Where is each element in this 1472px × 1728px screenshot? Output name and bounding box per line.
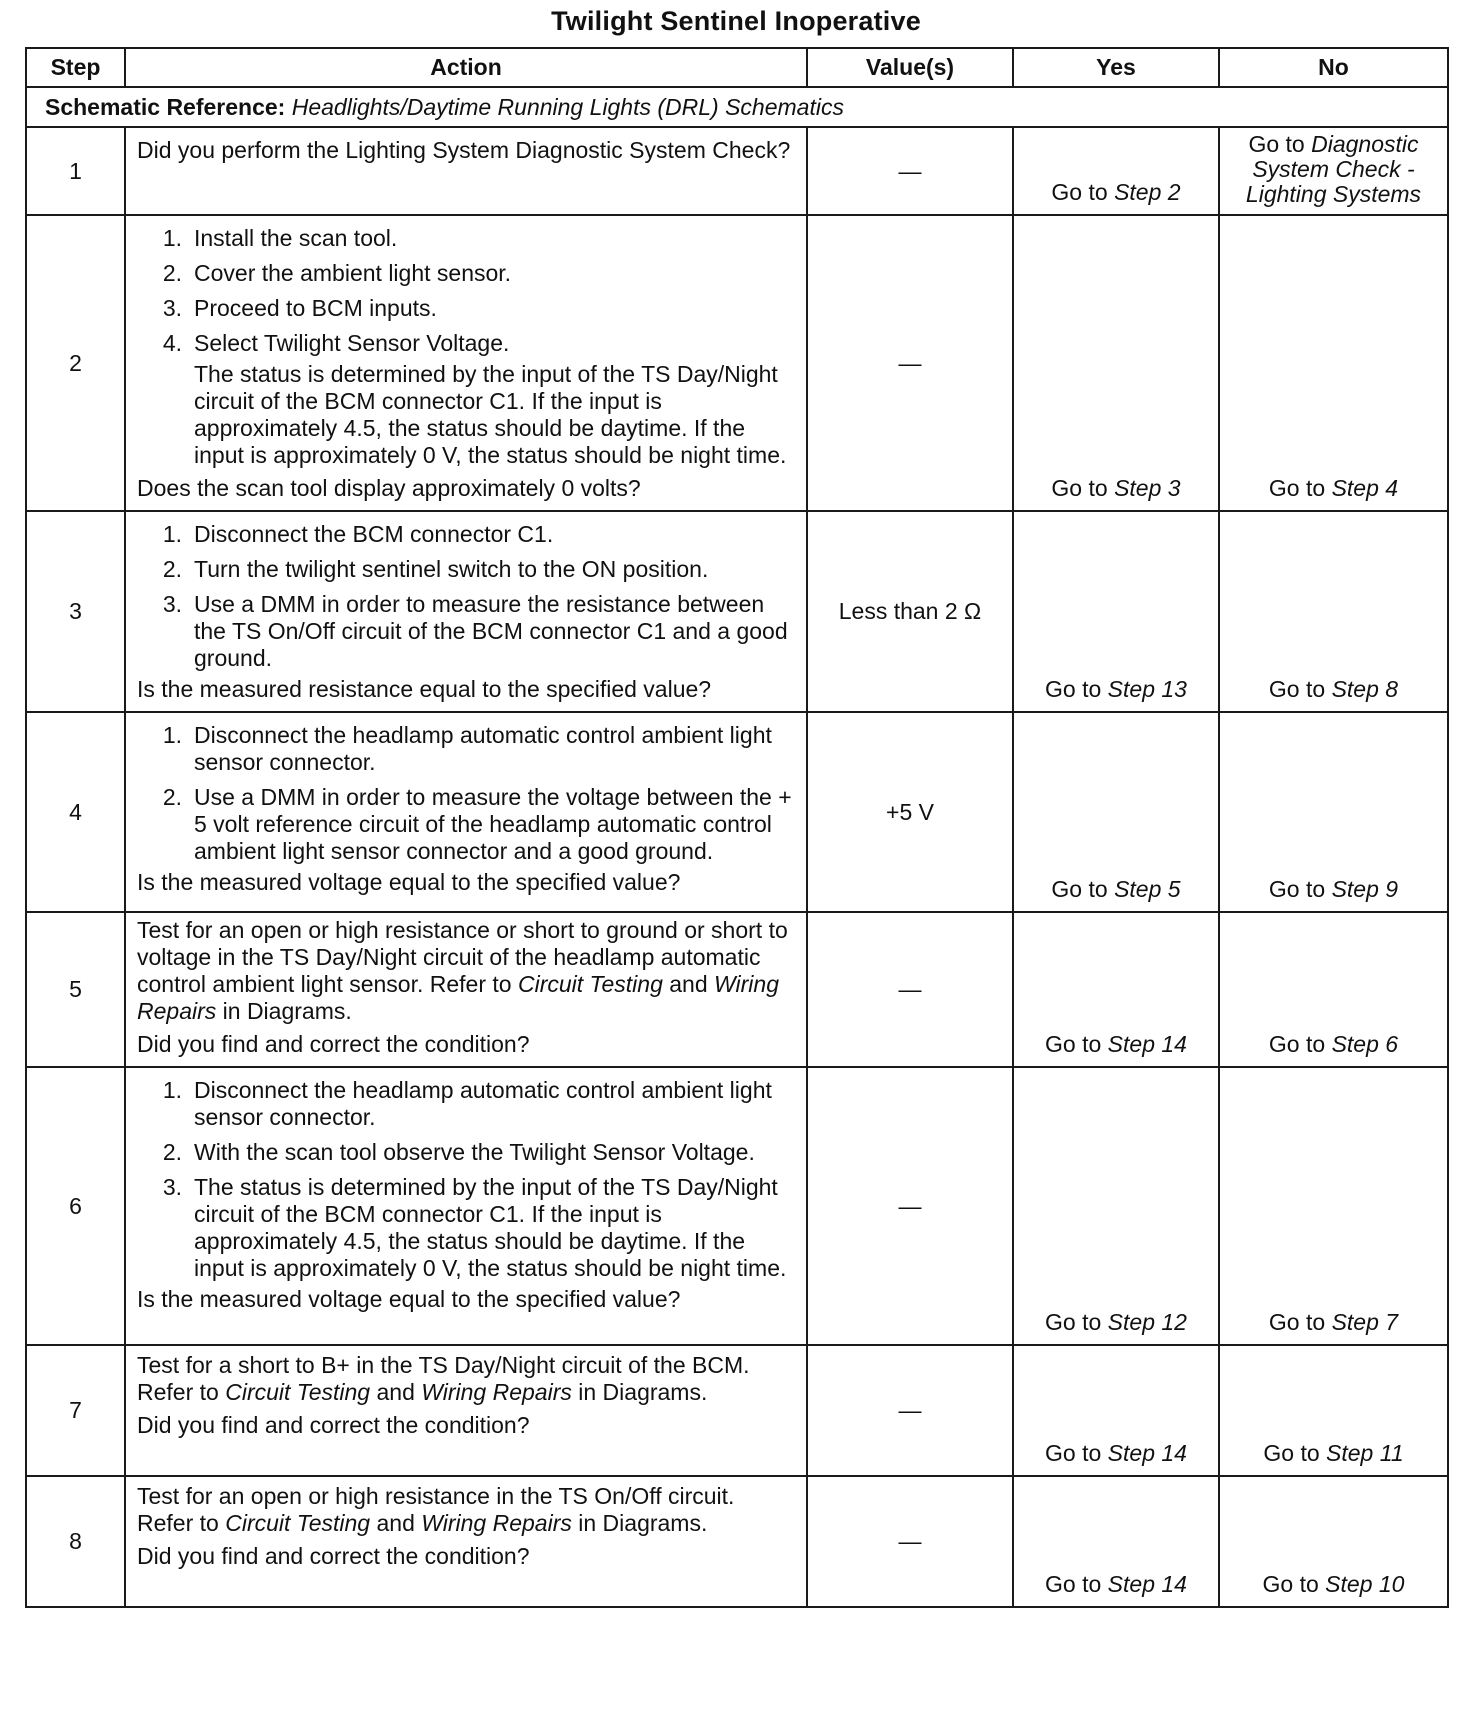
go-to-label: Go to <box>1268 1309 1326 1335</box>
header-row <box>26 48 1448 87</box>
step-number: 6 <box>26 1067 125 1345</box>
table-row <box>26 912 1448 1067</box>
list-item <box>137 295 794 322</box>
action-question: Did you find and correct the condition? <box>137 1412 530 1438</box>
list-item-text: Select Twilight Sensor Voltage. <box>194 330 510 356</box>
go-to-label: Go to <box>1268 1031 1326 1057</box>
no-cell[interactable] <box>1219 1476 1448 1607</box>
step-number: 8 <box>26 1476 125 1607</box>
list-item-text: Install the scan tool. <box>194 225 398 251</box>
list-item <box>137 556 794 583</box>
action-list <box>137 722 794 865</box>
value-cell: — <box>807 127 1013 215</box>
no-cell[interactable] <box>1219 1345 1448 1476</box>
action-question: Is the measured voltage equal to the specified value? <box>137 1286 681 1312</box>
action-text-b: in Diagrams. <box>578 1510 708 1536</box>
step-link[interactable]: Step 13 <box>1107 676 1187 702</box>
list-item-number: 2. <box>162 260 182 286</box>
no-cell[interactable] <box>1219 912 1448 1067</box>
list-item-number: 1. <box>162 225 182 251</box>
step-number: 3 <box>26 511 125 712</box>
table-row <box>26 1476 1448 1607</box>
list-item <box>137 1174 794 1282</box>
action-cell <box>125 912 807 1067</box>
action-text: Did you perform the Lighting System Diagnostic System Check? <box>137 137 791 163</box>
go-to-label: Go to <box>1051 475 1108 501</box>
list-item <box>137 260 794 287</box>
circuit-testing-link[interactable]: Circuit Testing <box>225 1510 371 1536</box>
no-cell[interactable] <box>1219 215 1448 511</box>
schematic-reference-link[interactable]: Headlights/Daytime Running Lights (DRL) Schematics <box>291 93 844 120</box>
action-question: Does the scan tool display approximately 0 volts? <box>137 475 641 501</box>
step-number: 7 <box>26 1345 125 1476</box>
action-cell <box>125 511 807 712</box>
list-item-text: Disconnect the headlamp automatic control ambient light sensor connector. <box>194 722 772 775</box>
step-link[interactable]: Step 14 <box>1107 1031 1187 1057</box>
list-item-number: 3. <box>162 1174 182 1200</box>
list-item-number: 1. <box>162 722 182 748</box>
step-link[interactable]: Step 14 <box>1107 1440 1187 1466</box>
list-item <box>137 1077 794 1131</box>
and-text: and <box>376 1510 415 1536</box>
action-text <box>137 1483 794 1537</box>
step-link[interactable]: Step 9 <box>1331 876 1399 902</box>
step-link[interactable]: Step 14 <box>1107 1571 1187 1597</box>
list-item <box>137 784 794 865</box>
list-item-number: 2. <box>162 1139 182 1165</box>
header-no: No <box>1219 48 1448 87</box>
action-list <box>137 521 794 672</box>
step-link[interactable]: Step 2 <box>1114 179 1181 205</box>
page-title: Twilight Sentinel Inoperative <box>551 6 921 36</box>
yes-cell[interactable] <box>1013 1345 1219 1476</box>
value-cell: — <box>807 1067 1013 1345</box>
action-text-a: Test for a short to B+ in the TS Day/Night circuit of the BCM. Refer to <box>137 1352 750 1405</box>
action-cell <box>125 712 807 912</box>
table-row <box>26 1345 1448 1476</box>
header-yes: Yes <box>1013 48 1219 87</box>
list-item-number: 2. <box>162 556 182 582</box>
step-link[interactable]: Step 4 <box>1331 475 1399 501</box>
go-to-label: Go to <box>1268 676 1326 702</box>
step-number: 1 <box>26 127 125 215</box>
go-to-label: Go to <box>1045 1309 1102 1335</box>
action-text-b: in Diagrams. <box>578 1379 708 1405</box>
action-question: Did you find and correct the condition? <box>137 1543 530 1569</box>
go-to-label: Go to <box>1268 876 1326 902</box>
go-to-label: Go to <box>1045 1571 1102 1597</box>
wiring-repairs-link[interactable]: Wiring Repairs <box>421 1379 572 1405</box>
value-cell: +5 V <box>807 712 1013 912</box>
no-cell[interactable] <box>1219 511 1448 712</box>
list-item-number: 1. <box>162 521 182 547</box>
action-text-a: Test for an open or high resistance in the TS On/Off circuit. Refer to <box>137 1483 735 1536</box>
diagnostic-table <box>25 47 1449 1608</box>
list-item-text: Use a DMM in order to measure the resistance between the TS On/Off circuit of the BCM connector C1 and a good ground. <box>194 591 788 671</box>
list-item <box>137 722 794 776</box>
value-cell: Less than 2 Ω <box>807 511 1013 712</box>
value-cell: — <box>807 912 1013 1067</box>
list-item-text: Use a DMM in order to measure the voltage between the + 5 volt reference circuit of the headlamp automatic control ambient light sensor connector and a good ground. <box>194 784 792 864</box>
step-link[interactable]: Step 8 <box>1331 676 1399 702</box>
action-question: Did you find and correct the condition? <box>137 1031 530 1057</box>
action-text <box>137 917 794 1025</box>
value-cell: — <box>807 1345 1013 1476</box>
list-item-number: 4. <box>162 330 182 356</box>
action-list <box>137 1077 794 1282</box>
action-cell <box>125 127 807 215</box>
list-item-text: Cover the ambient light sensor. <box>194 260 512 286</box>
step-link[interactable]: Step 6 <box>1331 1031 1399 1057</box>
list-item <box>137 225 794 252</box>
yes-cell[interactable] <box>1013 127 1219 215</box>
list-item-text: The status is determined by the input of the TS Day/Night circuit of the BCM connector C1. If the input is approximately 4.5, the status should be daytime. If the input is approximately 0 V, the status should be night time. <box>194 1174 787 1281</box>
step-link[interactable]: Step 7 <box>1331 1309 1399 1335</box>
step-number: 2 <box>26 215 125 511</box>
list-item-text: Turn the twilight sentinel switch to the ON position. <box>194 556 709 582</box>
and-text: and <box>669 971 708 997</box>
action-text-b: in Diagrams. <box>222 998 352 1024</box>
list-item-text: With the scan tool observe the Twilight Sensor Voltage. <box>194 1139 755 1165</box>
header-action: Action <box>125 48 807 87</box>
schematic-reference-label: Schematic Reference: <box>45 93 286 120</box>
list-item-number: 3. <box>162 295 182 321</box>
list-item <box>137 521 794 548</box>
yes-cell[interactable] <box>1013 1067 1219 1345</box>
no-cell[interactable] <box>1219 712 1448 912</box>
step-link[interactable]: Step 5 <box>1114 876 1181 902</box>
step-number: 4 <box>26 712 125 912</box>
list-item-number: 1. <box>162 1077 182 1103</box>
action-text-a: Test for an open or high resistance or short to ground or short to voltage in the TS Day/Night circuit of the headlamp automatic control ambient light sensor. Refer to <box>137 917 788 997</box>
go-to-label: Go to <box>1262 1571 1319 1597</box>
yes-cell[interactable] <box>1013 1476 1219 1607</box>
table-row <box>26 215 1448 511</box>
list-item-number: 3. <box>162 591 182 617</box>
status-note: The status is determined by the input of the TS Day/Night circuit of the BCM connector C1. If the input is approximately 4.5, the status should be daytime. If the input is approximately 0 V, the status should be night time. <box>194 361 787 468</box>
step-link[interactable]: Step 12 <box>1107 1309 1187 1335</box>
list-item <box>137 330 794 357</box>
go-to-label: Go to <box>1045 1440 1102 1466</box>
schematic-reference <box>26 87 1448 127</box>
table-row <box>26 712 1448 912</box>
no-cell[interactable] <box>1219 1067 1448 1345</box>
diagnostic-system-check-link[interactable]: Diagnostic System Check - Lighting Systems <box>1245 131 1422 207</box>
step-link[interactable]: Step 10 <box>1325 1571 1405 1597</box>
circuit-testing-link[interactable]: Circuit Testing <box>517 971 663 997</box>
no-cell[interactable] <box>1219 127 1448 215</box>
action-cell <box>125 1345 807 1476</box>
list-item-text: Proceed to BCM inputs. <box>194 295 437 321</box>
action-cell <box>125 1476 807 1607</box>
and-text: and <box>376 1379 415 1405</box>
table-row <box>26 127 1448 215</box>
go-to-label: Go to <box>1051 876 1108 902</box>
action-text <box>137 1352 794 1406</box>
go-to-label: Go to <box>1045 1031 1102 1057</box>
table-row <box>26 1067 1448 1345</box>
action-question: Is the measured voltage equal to the specified value? <box>137 869 681 895</box>
yes-cell[interactable] <box>1013 912 1219 1067</box>
header-values: Value(s) <box>807 48 1013 87</box>
step-link[interactable]: Step 3 <box>1114 475 1181 501</box>
step-number: 5 <box>26 912 125 1067</box>
yes-cell[interactable] <box>1013 712 1219 912</box>
action-cell <box>125 215 807 511</box>
go-to-label: Go to <box>1268 475 1326 501</box>
wiring-repairs-link[interactable]: Wiring Repairs <box>137 971 779 1024</box>
action-list <box>137 225 794 357</box>
list-item-text: Disconnect the BCM connector C1. <box>194 521 554 547</box>
list-item <box>137 1139 794 1166</box>
schematic-reference-row <box>26 87 1448 127</box>
go-to-label: Go to <box>1051 179 1108 205</box>
header-step: Step <box>26 48 125 87</box>
list-item <box>137 591 794 672</box>
table-row <box>26 511 1448 712</box>
yes-cell[interactable] <box>1013 215 1219 511</box>
action-cell <box>125 1067 807 1345</box>
step-link[interactable]: Step 11 <box>1326 1440 1404 1466</box>
value-cell: — <box>807 1476 1013 1607</box>
list-item-number: 2. <box>162 784 182 810</box>
action-question: Is the measured resistance equal to the specified value? <box>137 676 712 702</box>
go-to-label: Go to <box>1263 1440 1320 1466</box>
go-to-label: Go to <box>1045 676 1102 702</box>
yes-cell[interactable] <box>1013 511 1219 712</box>
value-cell: — <box>807 215 1013 511</box>
wiring-repairs-link[interactable]: Wiring Repairs <box>421 1510 572 1536</box>
go-to-label: Go to <box>1248 131 1305 157</box>
list-item-text: Disconnect the headlamp automatic control ambient light sensor connector. <box>194 1077 772 1130</box>
circuit-testing-link[interactable]: Circuit Testing <box>225 1379 371 1405</box>
